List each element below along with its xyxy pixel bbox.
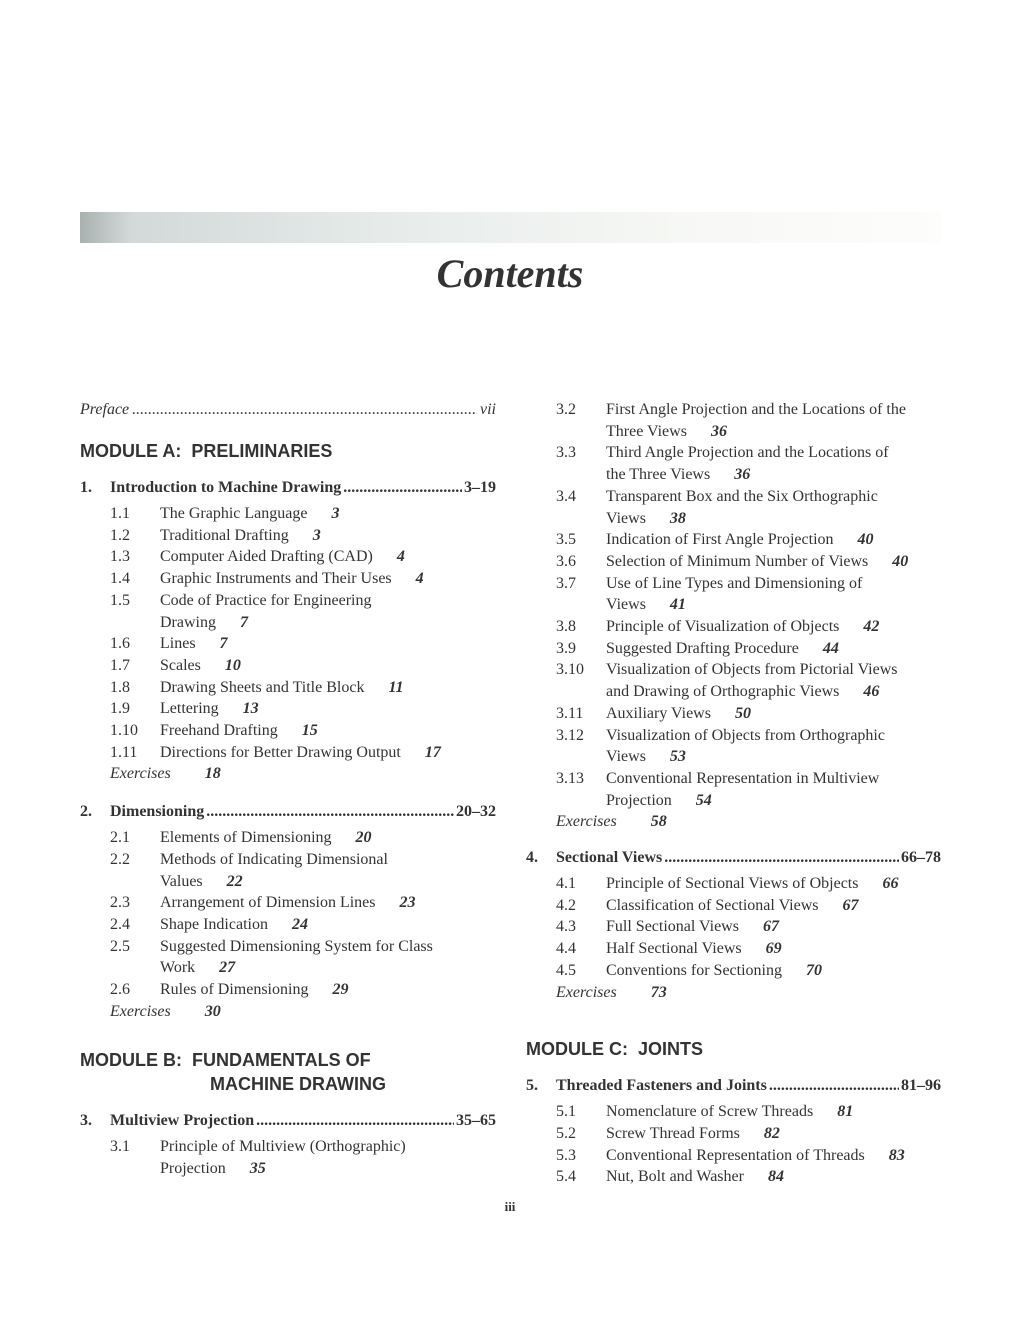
toc-section-entry[interactable] (526, 703, 941, 725)
toc-section-entry[interactable] (80, 979, 496, 1001)
section-page: 84 (767, 1168, 784, 1186)
leader-dots (343, 477, 462, 499)
exercises-label: Exercises (110, 765, 171, 783)
toc-section-entry[interactable] (80, 849, 496, 892)
section-number: 1.10 (110, 722, 138, 740)
section-title: Principle of Visualization of Objects (606, 618, 840, 636)
section-number: 3.3 (556, 444, 576, 462)
section-title: Scales (160, 656, 201, 674)
section-title-cont: Three Views (606, 422, 687, 440)
module-label: MODULE C: (526, 1039, 628, 1060)
section-number: 3.2 (556, 401, 576, 418)
chapter-title: Multiview Projection (110, 1112, 255, 1130)
exercises-page: 58 (650, 813, 667, 831)
toc-section-entry[interactable] (526, 551, 941, 573)
section-number: 3.8 (556, 618, 576, 636)
section-number: 3.7 (556, 574, 576, 592)
toc-section-entry[interactable] (526, 873, 941, 895)
section-number: 2.5 (110, 937, 130, 955)
section-title: Traditional Drafting (160, 526, 289, 544)
toc-section-entry[interactable] (526, 486, 941, 529)
section-title: Suggested Dimensioning System for Class (160, 937, 433, 955)
toc-section-entry[interactable] (80, 892, 496, 914)
toc-section-entry[interactable] (80, 1136, 496, 1179)
section-title: Auxiliary Views (606, 704, 711, 722)
section-number: 4.4 (556, 940, 576, 958)
toc-section-entry[interactable] (80, 503, 496, 525)
section-title: Computer Aided Drafting (CAD) (160, 548, 373, 566)
toc-section-entry[interactable] (80, 827, 496, 849)
chapter-pages: 66–78 (901, 849, 941, 867)
preface-label: Preface (80, 401, 130, 418)
toc-section-entry[interactable] (526, 1166, 941, 1188)
section-title-cont: Projection (606, 791, 672, 809)
section-number: 3.11 (556, 704, 584, 722)
section-page: 7 (219, 635, 228, 653)
section-page: 27 (219, 959, 236, 977)
chapter-number: 1. (80, 479, 92, 496)
toc-section-entry[interactable] (80, 742, 496, 764)
section-title-cont: the Three Views (606, 466, 711, 484)
section-title-cont: and Drawing of Orthographic Views (606, 683, 840, 701)
section-page: 22 (226, 872, 243, 890)
section-page: 11 (388, 678, 404, 696)
section-title: Rules of Dimensioning (160, 981, 309, 999)
section-page: 81 (837, 1103, 854, 1121)
section-number: 2.4 (110, 915, 130, 933)
chapter-number: 2. (80, 803, 92, 821)
module-b-heading-cont (80, 1072, 496, 1096)
toc-section-entry[interactable] (526, 1123, 941, 1145)
toc-right-column (526, 399, 941, 1188)
chapter-title: Threaded Fasteners and Joints (556, 1077, 767, 1095)
leader-dots (206, 801, 454, 823)
toc-section-entry[interactable] (526, 529, 941, 551)
section-title: Nut, Bolt and Washer (606, 1168, 744, 1186)
section-number: 4.3 (556, 918, 576, 936)
toc-section-entry[interactable] (80, 546, 496, 568)
toc-section-entry[interactable] (80, 633, 496, 655)
section-page: 41 (669, 596, 686, 614)
section-number: 3.6 (556, 552, 576, 570)
toc-left-column (80, 399, 496, 1180)
section-number: 2.2 (110, 850, 130, 868)
section-page: 82 (763, 1124, 780, 1142)
leader-dots (769, 1075, 899, 1097)
section-number: 4.1 (556, 875, 576, 893)
section-page: 10 (224, 656, 241, 674)
section-title-cont: Views (606, 748, 646, 766)
section-page: 3 (312, 526, 321, 544)
toc-section-entry[interactable] (526, 768, 941, 811)
section-title: Principle of Sectional Views of Objects (606, 875, 859, 893)
toc-section-entry[interactable] (526, 659, 941, 702)
exercises-label: Exercises (556, 813, 617, 831)
toc-exercises-entry[interactable] (80, 763, 496, 785)
preface-page: vii (480, 401, 496, 418)
section-title: Code of Practice for Engineering (160, 591, 372, 609)
section-number: 3.5 (556, 531, 576, 549)
chapter-pages: 20–32 (456, 803, 496, 821)
toc-section-entry[interactable] (526, 399, 941, 442)
section-title: The Graphic Language (160, 505, 308, 522)
section-page: 7 (239, 613, 248, 631)
section-page: 66 (882, 875, 899, 893)
toc-section-entry[interactable] (526, 938, 941, 960)
toc-section-entry[interactable] (80, 655, 496, 677)
section-title: Drawing Sheets and Title Block (160, 678, 365, 696)
chapter-1-entry[interactable] (80, 477, 496, 499)
section-page: 20 (355, 829, 372, 847)
section-title-cont: Drawing (160, 613, 216, 631)
section-page: 15 (301, 722, 318, 740)
section-page: 23 (399, 894, 416, 912)
toc-section-entry[interactable] (80, 914, 496, 936)
section-page: 29 (332, 981, 349, 999)
section-page: 40 (892, 552, 909, 570)
chapter-pages: 81–96 (901, 1077, 941, 1095)
exercises-page: 30 (204, 1002, 221, 1020)
chapter-number: 4. (526, 849, 538, 867)
section-title: Visualization of Objects from Orthographic (606, 726, 885, 744)
module-c-heading (526, 1037, 941, 1061)
exercises-page: 73 (650, 983, 667, 1001)
section-number: 1.2 (110, 526, 130, 544)
section-page: 54 (695, 791, 712, 809)
leader-dots (132, 399, 477, 421)
section-number: 3.1 (110, 1138, 130, 1156)
toc-section-entry[interactable] (80, 936, 496, 979)
toc-exercises-entry[interactable] (526, 982, 941, 1004)
section-number: 3.4 (556, 487, 576, 505)
toc-preface-entry[interactable] (80, 399, 496, 421)
module-title: JOINTS (638, 1039, 704, 1060)
toc-section-entry[interactable] (526, 1145, 941, 1167)
section-title: First Angle Projection and the Locations of the (606, 401, 906, 418)
module-label: MODULE A: (80, 441, 182, 461)
section-title: Classification of Sectional Views (606, 896, 819, 914)
section-number: 5.4 (556, 1168, 576, 1186)
section-number: 3.12 (556, 726, 584, 744)
chapter-3-entry[interactable] (80, 1110, 496, 1132)
section-title: Visualization of Objects from Pictorial Views (606, 661, 898, 679)
section-title: Graphic Instruments and Their Uses (160, 570, 392, 588)
section-number: 5.2 (556, 1124, 576, 1142)
section-number: 5.3 (556, 1146, 576, 1164)
page-title: Contents (436, 251, 584, 296)
toc-exercises-entry[interactable] (80, 1001, 496, 1023)
chapter-2-entry[interactable] (80, 801, 496, 823)
section-title: Conventions for Sectioning (606, 961, 782, 979)
module-title: PRELIMINARIES (191, 441, 333, 461)
section-page: 46 (863, 683, 880, 701)
section-number: 4.2 (556, 896, 576, 914)
section-number: 1.11 (110, 743, 138, 761)
section-number: 3.13 (556, 769, 584, 787)
section-title: Methods of Indicating Dimensional (160, 850, 388, 868)
section-page: 36 (710, 422, 727, 440)
chapter-title: Dimensioning (110, 803, 205, 821)
exercises-page: 18 (204, 765, 221, 783)
module-label: MODULE B: (80, 1050, 182, 1071)
section-title: Transparent Box and the Six Orthographic (606, 487, 878, 505)
toc-section-entry[interactable] (526, 573, 941, 616)
section-number: 1.6 (110, 635, 130, 653)
exercises-label: Exercises (556, 983, 617, 1001)
section-number: 1.1 (110, 505, 130, 522)
section-page: 38 (669, 509, 686, 527)
toc-section-entry[interactable] (80, 525, 496, 547)
chapter-4-entry[interactable] (526, 847, 941, 869)
toc-section-entry[interactable] (80, 677, 496, 699)
section-page: 50 (734, 704, 751, 722)
toc-section-entry[interactable] (80, 568, 496, 590)
toc-section-entry[interactable] (526, 916, 941, 938)
section-number: 4.5 (556, 961, 576, 979)
toc-section-entry[interactable] (526, 638, 941, 660)
exercises-label: Exercises (110, 1002, 171, 1020)
section-number: 1.7 (110, 656, 130, 674)
section-title-cont: Values (160, 872, 203, 890)
section-title-cont: Views (606, 596, 646, 614)
toc-section-entry[interactable] (80, 720, 496, 742)
chapter-title: Introduction to Machine Drawing (110, 479, 342, 496)
module-title: FUNDAMENTALS OF (192, 1050, 371, 1071)
toc-section-entry[interactable] (526, 616, 941, 638)
section-page: 4 (396, 548, 405, 566)
section-page: 70 (805, 961, 822, 979)
chapter-number: 3. (80, 1112, 92, 1130)
section-page: 67 (842, 896, 859, 914)
toc-section-entry[interactable] (80, 590, 496, 633)
section-title: Lettering (160, 700, 219, 718)
section-number: 3.9 (556, 639, 576, 657)
chapter-pages: 3–19 (464, 479, 496, 496)
section-number: 3.10 (556, 661, 584, 679)
toc-section-entry[interactable] (80, 698, 496, 720)
section-number: 1.4 (110, 570, 130, 588)
section-number: 1.8 (110, 678, 130, 696)
chapter-title: Sectional Views (556, 849, 663, 867)
section-title-cont: Projection (160, 1160, 226, 1178)
module-b-heading (80, 1048, 496, 1072)
section-number: 2.1 (110, 829, 130, 847)
module-title-cont: MACHINE DRAWING (210, 1074, 386, 1095)
section-page: 4 (415, 570, 424, 588)
section-title: Principle of Multiview (Orthographic) (160, 1138, 406, 1156)
section-number: 1.3 (110, 548, 130, 566)
section-title: Third Angle Projection and the Locations of (606, 444, 889, 462)
section-title: Shape Indication (160, 915, 268, 933)
section-page: 13 (242, 700, 259, 718)
section-page: 67 (762, 918, 779, 936)
section-page: 83 (888, 1146, 905, 1164)
section-title: Arrangement of Dimension Lines (160, 894, 376, 912)
section-title: Full Sectional Views (606, 918, 739, 936)
section-page: 42 (863, 618, 880, 636)
section-title: Suggested Drafting Procedure (606, 639, 799, 657)
section-page: 53 (669, 748, 686, 766)
section-title: Selection of Minimum Number of Views (606, 552, 869, 570)
section-title: Half Sectional Views (606, 940, 742, 958)
section-title: Conventional Representation in Multiview (606, 769, 880, 787)
section-title-cont: Work (160, 959, 196, 977)
chapter-5-entry[interactable] (526, 1075, 941, 1097)
section-title: Lines (160, 635, 196, 653)
page-number: iii (504, 1199, 516, 1214)
section-number: 1.5 (110, 591, 130, 609)
section-number: 2.6 (110, 981, 130, 999)
leader-dots (256, 1110, 454, 1132)
toc-section-entry[interactable] (526, 895, 941, 917)
module-a-heading (80, 439, 496, 463)
section-title: Indication of First Angle Projection (606, 531, 834, 549)
section-page: 69 (765, 940, 782, 958)
section-page: 40 (857, 531, 874, 549)
section-title: Conventional Representation of Threads (606, 1146, 865, 1164)
section-number: 1.9 (110, 700, 130, 718)
section-title: Freehand Drafting (160, 722, 278, 740)
section-page: 24 (291, 915, 308, 933)
toc-section-entry[interactable] (526, 960, 941, 982)
section-title-cont: Views (606, 509, 646, 527)
chapter-number: 5. (526, 1077, 538, 1095)
section-title: Use of Line Types and Dimensioning of (606, 574, 863, 592)
section-page: 44 (822, 639, 839, 657)
section-title: Screw Thread Forms (606, 1124, 740, 1142)
section-page: 17 (424, 743, 441, 761)
leader-dots (664, 847, 899, 869)
section-page: 3 (331, 505, 340, 522)
section-page: 36 (734, 466, 751, 484)
toc-exercises-entry[interactable] (526, 811, 941, 833)
toc-section-entry[interactable] (526, 442, 941, 485)
toc-section-entry[interactable] (526, 725, 941, 768)
header-band (80, 212, 941, 243)
section-page: 35 (249, 1160, 266, 1178)
section-title: Nomenclature of Screw Threads (606, 1103, 814, 1121)
toc-section-entry[interactable] (526, 1101, 941, 1123)
section-title: Directions for Better Drawing Output (160, 743, 401, 761)
section-number: 2.3 (110, 894, 130, 912)
section-title: Elements of Dimensioning (160, 829, 332, 847)
chapter-pages: 35–65 (456, 1112, 496, 1130)
section-number: 5.1 (556, 1103, 576, 1121)
